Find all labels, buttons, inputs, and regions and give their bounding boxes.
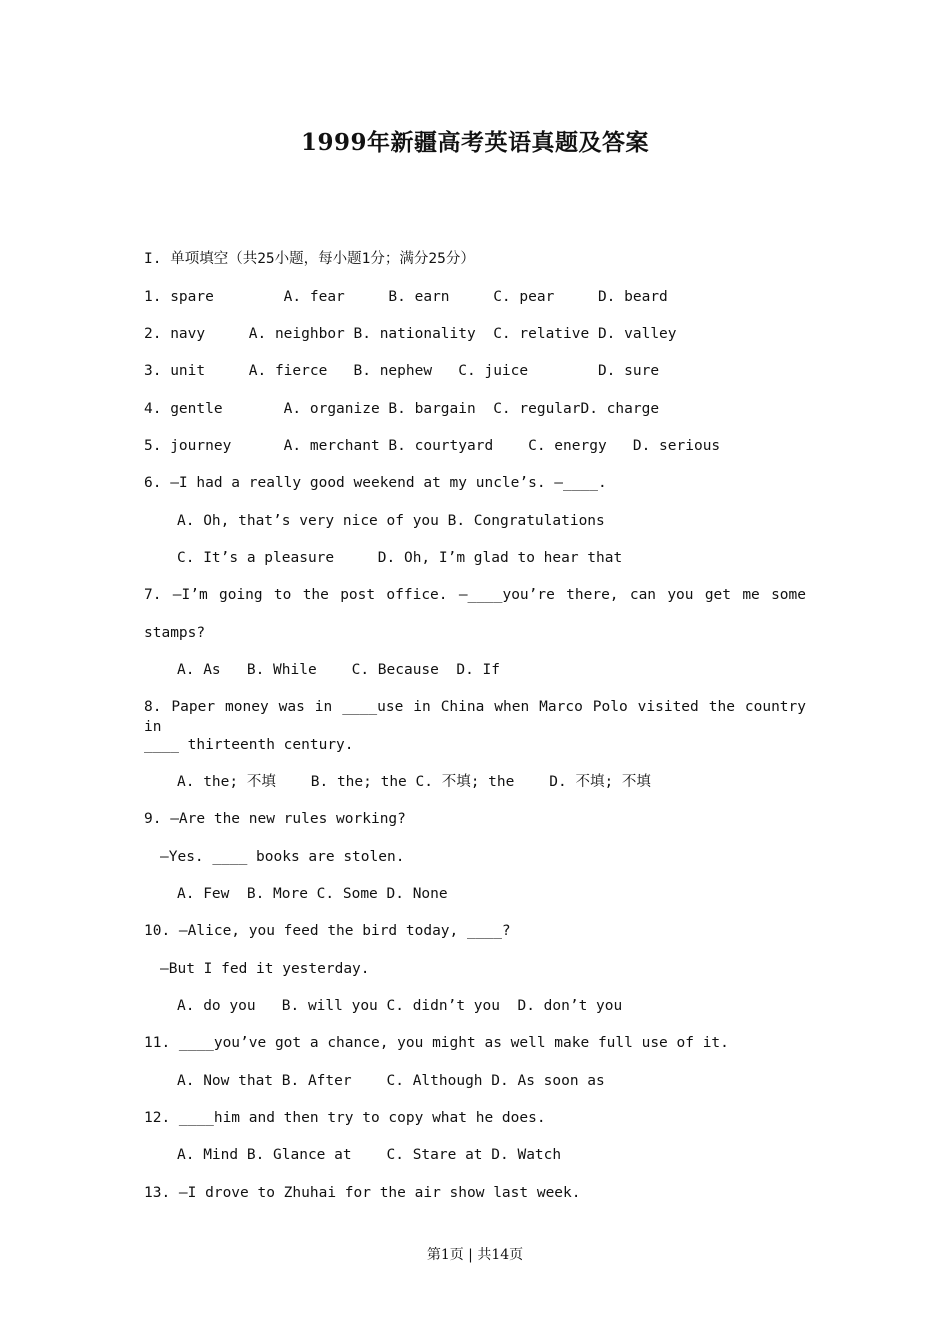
- question-7-continued: stamps?: [144, 625, 206, 641]
- question-8-options: A. the; 不填 B. the; the C. 不填; the D. 不填; 不填: [177, 774, 651, 790]
- question-9-response: —Yes. ____ books are stolen.: [160, 849, 405, 865]
- question-2: 2. navy A. neighbor B. nationality C. relative D. valley: [144, 326, 677, 342]
- question-11-options: A. Now that B. After C. Although D. As soon as: [177, 1073, 605, 1089]
- question-6-options-ab: A. Oh, that’s very nice of you B. Congratulations: [177, 513, 605, 529]
- question-6-options-cd: C. It’s a pleasure D. Oh, I’m glad to hear that: [177, 550, 623, 566]
- section-heading: I. 单项填空（共25小题，每小题1分；满分25分）: [144, 251, 475, 267]
- question-10-response: —But I fed it yesterday.: [160, 961, 370, 977]
- page-title: 1999年新疆高考英语真题及答案: [300, 129, 649, 156]
- question-1: 1. spare A. fear B. earn C. pear D. beard: [144, 289, 668, 305]
- question-12-options: A. Mind B. Glance at C. Stare at D. Watch: [177, 1147, 562, 1163]
- question-8-continued: ____ thirteenth century.: [144, 737, 354, 753]
- question-8: 8. Paper money was in ____use in China when Marco Polo visited the country in: [144, 699, 806, 735]
- question-10: 10. —Alice, you feed the bird today, ____?: [144, 923, 511, 939]
- page-footer: 第1页 | 共14页: [426, 1247, 524, 1263]
- question-13: 13. —I drove to Zhuhai for the air show last week.: [144, 1185, 581, 1201]
- question-3: 3. unit A. fierce B. nephew C. juice D. sure: [144, 363, 660, 379]
- question-10-options: A. do you B. will you C. didn’t you D. don’t you: [177, 998, 623, 1014]
- question-12: 12. ____him and then try to copy what he does.: [144, 1110, 546, 1126]
- question-5: 5. journey A. merchant B. courtyard C. energy D. serious: [144, 438, 721, 454]
- question-7: 7. —I’m going to the post office. —____you’re there, can you get me some: [144, 587, 806, 603]
- question-4: 4. gentle A. organize B. bargain C. regularD. charge: [144, 401, 660, 417]
- question-6: 6. —I had a really good weekend at my uncle’s. —____.: [144, 475, 607, 491]
- question-11: 11. ____you’ve got a chance, you might as well make full use of it.: [144, 1035, 729, 1051]
- question-9-options: A. Few B. More C. Some D. None: [177, 886, 448, 902]
- question-9: 9. —Are the new rules working?: [144, 811, 406, 827]
- question-7-options: A. As B. While C. Because D. If: [177, 662, 501, 678]
